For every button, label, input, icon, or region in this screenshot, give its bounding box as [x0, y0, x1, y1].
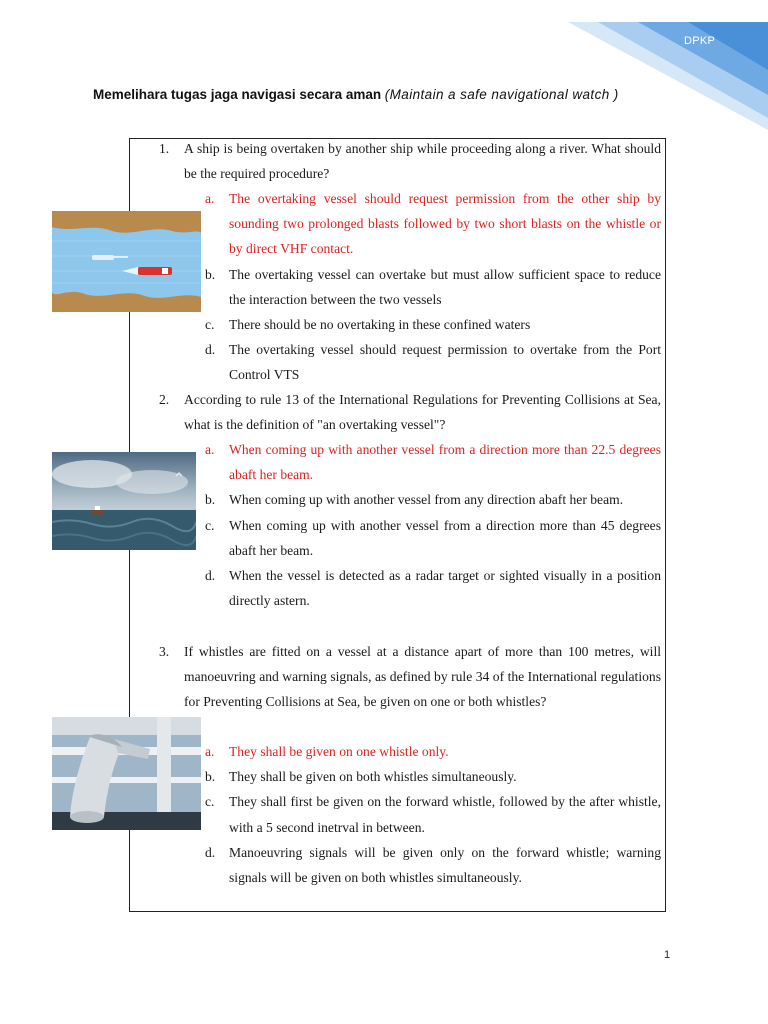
question-text: According to rule 13 of the International Regulations for Preventing Collisions at Sea, what is the definition of "an overtaking vessel"? — [184, 392, 661, 433]
brand-label: DPKP — [684, 35, 716, 47]
page-number: 1 — [664, 949, 671, 961]
question-2 — [159, 387, 661, 437]
option-a: a. They shall be given on one whistle only. — [205, 744, 449, 759]
option-a: a. The overtaking vessel should request permission from the other ship by sounding two prolonged blasts followed by two short blasts on the whistle or by direct VHF contact. — [205, 191, 661, 257]
option-d: d. Manoeuvring signals will be given only on the forward whistle; warning signals will be given on both whistles simultaneously. — [205, 844, 661, 886]
option-a: a. When coming up with another vessel from a direction more than 22.5 degrees abaft her beam. — [205, 442, 661, 483]
vessel-at-sea-image — [52, 452, 196, 550]
header-corner-band — [568, 0, 768, 130]
page-title — [93, 86, 678, 104]
option-d: d. When the vessel is detected as a radar target or sighted visually in a position directly astern. — [205, 568, 661, 609]
title-main: Memelihara tugas jaga navigasi secara aman — [93, 87, 382, 102]
option-d: d. The overtaking vessel should request permission to overtake from the Port Control VTS — [205, 342, 661, 383]
title-subtitle: (Maintain a safe navigational watch ) — [384, 87, 619, 102]
question-number: 2. — [159, 392, 170, 407]
question-2-options — [205, 437, 661, 613]
option-c: c. There should be no overtaking in these confined waters — [205, 317, 531, 333]
question-3 — [159, 639, 661, 715]
option-c: c. They shall first be given on the forward whistle, followed by the after whistle, with a 5 second inetrval in between. — [205, 794, 661, 835]
question-number: 3. — [159, 644, 170, 659]
question-text: A ship is being overtaken by another ship while proceeding along a river. What should be the required procedure? — [184, 141, 661, 182]
ship-whistle-image — [52, 717, 201, 830]
question-number: 1. — [159, 141, 170, 156]
option-b: b. The overtaking vessel can overtake but must allow sufficient space to reduce the interaction between the two vessels — [205, 266, 661, 307]
option-b: b. They shall be given on both whistles simultaneously. — [205, 769, 517, 785]
question-1 — [159, 136, 661, 186]
question-text: If whistles are fitted on a vessel at a distance apart of more than 100 metres, will manoeuvring and warning signals, as defined by rule 34 of the International regulations for Preventing Collisions at Sea, be given on one or both whistles? — [184, 644, 661, 710]
river-overtaking-image — [52, 211, 201, 312]
question-1-options — [205, 186, 661, 388]
option-b: b. When coming up with another vessel from any direction abaft her beam. — [205, 492, 624, 508]
question-3-options — [205, 739, 661, 890]
option-c: c. When coming up with another vessel from a direction more than 45 degrees abaft her beam. — [205, 517, 661, 558]
